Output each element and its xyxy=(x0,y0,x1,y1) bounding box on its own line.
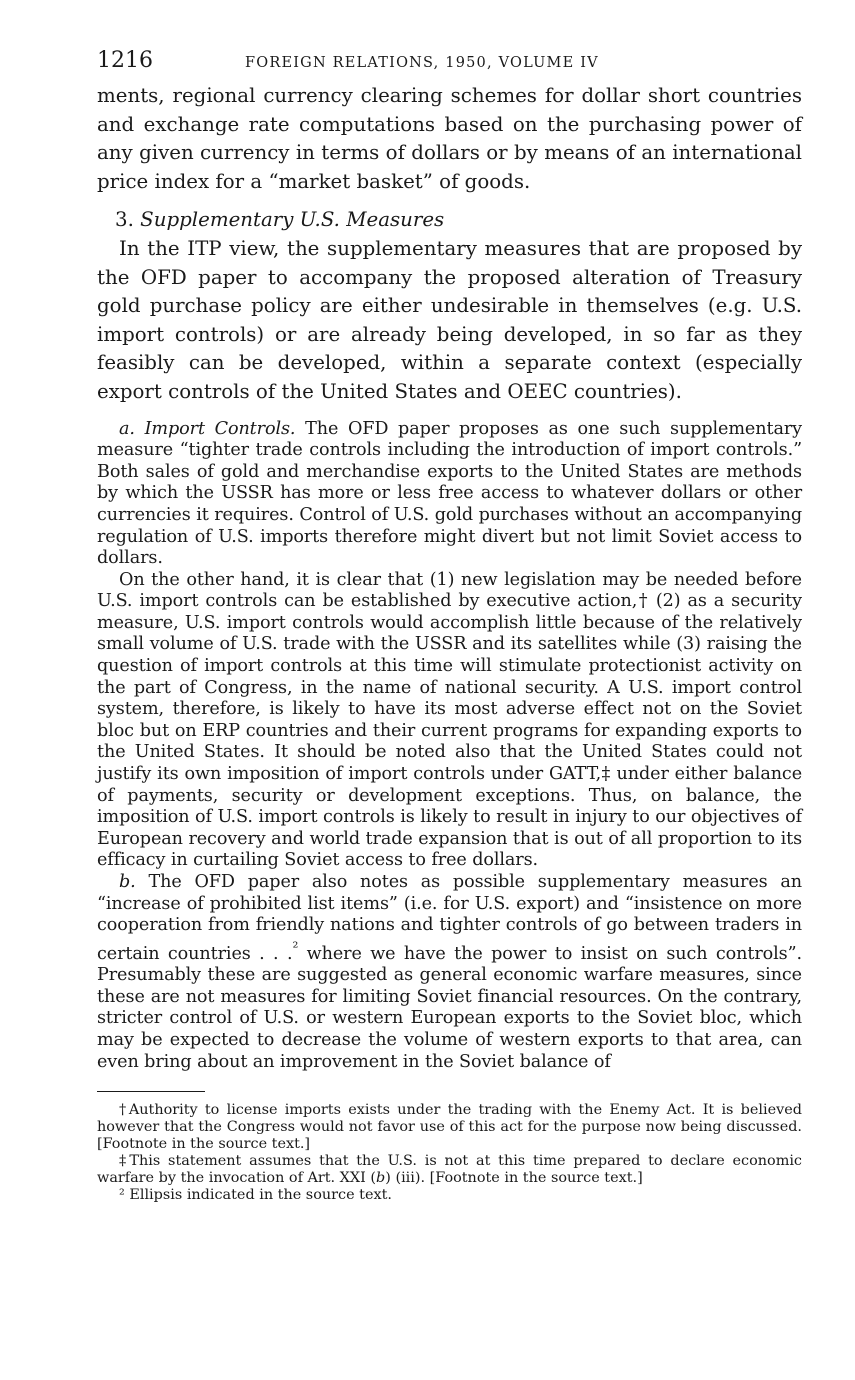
footnote-double-dagger xyxy=(97,1153,802,1187)
paragraph-a xyxy=(97,419,802,570)
paragraph-b-text-start: The OFD paper also notes as possible supplementary measures an “increase of prohibited list items” (i.e. for U.S. export) and “insistence on more cooperation from friendly nations and tighter controls of go between traders in certain countries . . . xyxy=(97,872,802,964)
footnote-2-start: ‡This statement assumes that the U.S. is not at this time prepared to declare economic warfare by the invocation of Art. XXI ( xyxy=(97,1152,802,1186)
footnote-ref-dagger: † xyxy=(637,591,649,612)
page-number: 1216 xyxy=(97,48,153,73)
paragraph-a-text-1: The OFD paper proposes as one such supplementary measure “tighter trade controls including the introduction of import controls.” Both sales of gold and merchandise exports to the United States are methods by which the USSR has more or less free access to whatever dollars or other currencies it requires. Control of U.S. gold purchases without an accompanying regulation of U.S. imports therefore might divert but not limit Soviet access to dollars. xyxy=(97,418,802,569)
section-3-paragraph: In the ITP view, the supplementary measures that are proposed by the OFD paper to accompany the proposed alteration of Treasury gold purchase policy are either undesirable in themselves (e.g. U.S. import controls) or are already being developed, in so far as they feasibly can be developed, within a separate context (especially export controls of the United States and OEEC countries). xyxy=(97,236,802,403)
footnote-ref-double-dagger: ‡ xyxy=(601,764,611,785)
paragraph-b xyxy=(97,872,802,1073)
section-3-number: 3. xyxy=(115,208,134,232)
paragraph-a-text-2-start: On the other hand, it is clear that (1) new legislation may be needed before U.S. import controls can be established by executive action, xyxy=(97,569,802,612)
paragraph-a-title: Import Controls. xyxy=(144,418,296,439)
footnote-2: ² Ellipsis indicated in the source text. xyxy=(119,1186,392,1203)
footnote-2-italic: b xyxy=(376,1169,386,1186)
footnote-ref-2: ² xyxy=(292,938,299,956)
footnote-dagger: †Authority to license imports exists under the trading with the Enemy Act. It is believed however that the Congress would not favor use of this act for the purpose now being discussed. [Footnote in the source text.] xyxy=(97,1102,802,1153)
section-3-title: Supplementary U.S. Measures xyxy=(140,208,445,232)
paragraph-a-text-2-mid: (2) as a security measure, U.S. import controls would accomplish little because of the relatively small volume of U.S. trade with the USSR and its satellites while (3) raising the question of import controls at this time will stimulate protectionist activity on the part of Congress, in the name of national security. A U.S. import control system, therefore, is likely to have its most adverse effect not on the Soviet bloc but on ERP countries and their current programs for expanding exports to the United States. It should be noted also that the United States could not justify its own imposition of import controls under GATT, xyxy=(97,591,802,785)
paragraph-b-text-end: where we have the power to insist on such controls”. Presumably these are suggested as general economic warfare measures, since these are not measures for limiting Soviet financial resources. On the contrary, stricter control of U.S. or western European exports to the Soviet bloc, which may be expected to decrease the volume of western exports to that area, can even bring about an improvement in the Soviet balance of xyxy=(97,943,802,1072)
intro-paragraph: ments, regional currency clearing schemes for dollar short countries and exchange rate computations based on the purchasing power of any given currency in terms of dollars or by means of an international price index for a “market basket” of goods. xyxy=(97,84,802,193)
paragraph-a-text-2-end: under either balance of payments, security or development exceptions. Thus, on balance, the imposition of U.S. import controls is likely to result in injury to our objectives of European recovery and world trade expansion that is out of all proportion to its efficacy in curtailing Soviet access to free dollars. xyxy=(97,764,803,871)
paragraph-a-continued xyxy=(97,570,802,872)
document-page xyxy=(97,48,802,1204)
footnote-divider xyxy=(97,1091,205,1092)
page-header xyxy=(97,48,802,82)
paragraph-a-label: a. xyxy=(119,418,135,439)
section-3-heading xyxy=(115,206,802,235)
running-title: FOREIGN RELATIONS, 1950, VOLUME IV xyxy=(245,55,599,71)
paragraph-b-label: b. xyxy=(119,872,136,892)
footnote-2-end: ) (iii). [Footnote in the source text.] xyxy=(385,1169,643,1186)
